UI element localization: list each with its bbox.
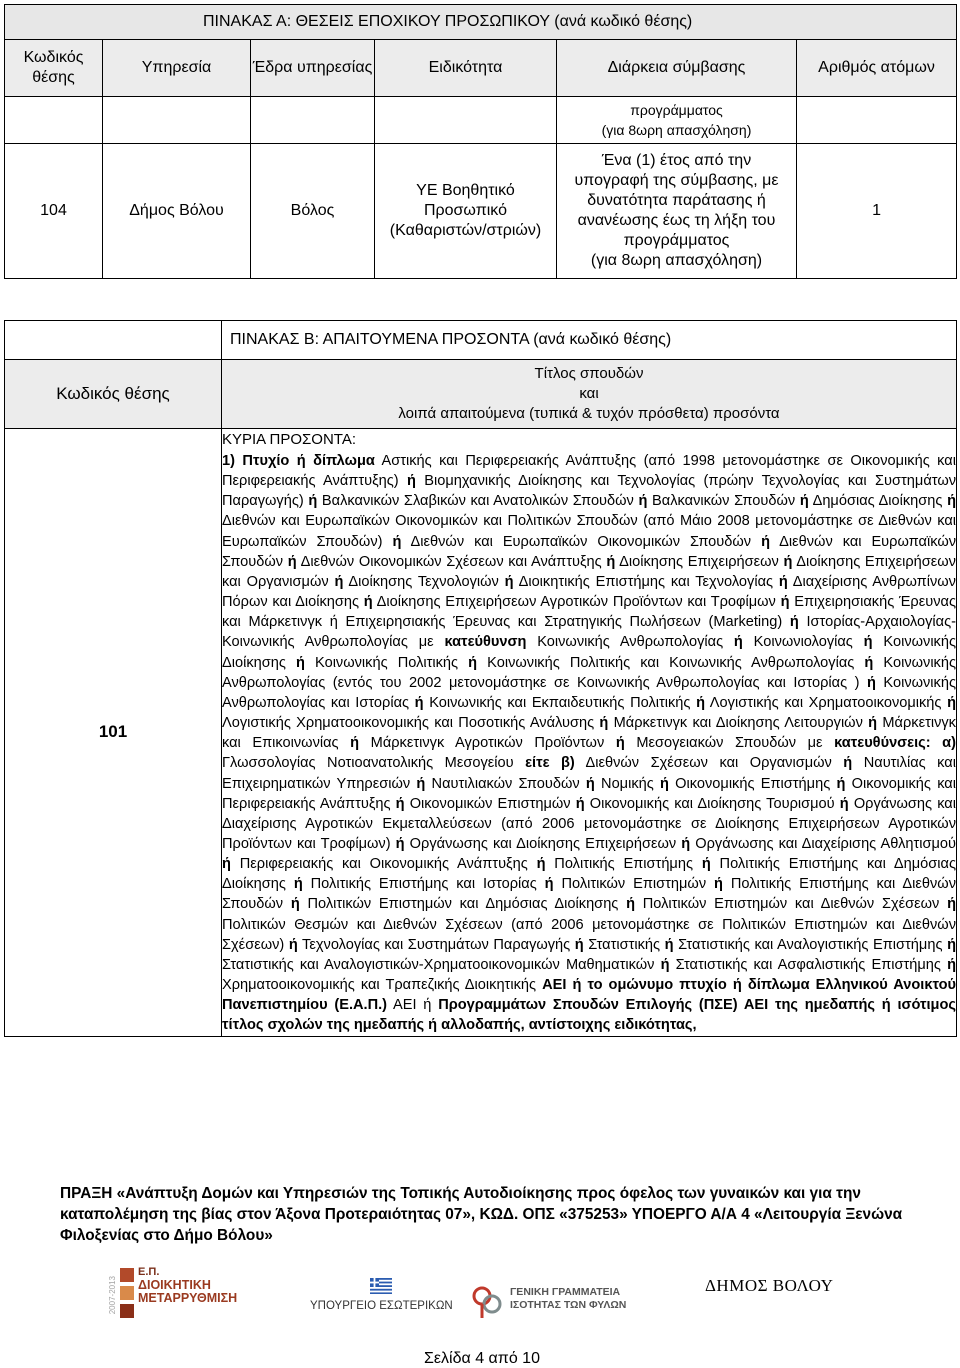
table-b-title: ΠΙΝΑΚΑΣ Β: ΑΠΑΙΤΟΥΜΕΝΑ ΠΡΟΣΟΝΤΑ (ανά κωδικό θέσης) (222, 321, 957, 360)
ministry-logo (310, 1278, 453, 1312)
table-a-title: ΠΙΝΑΚΑΣ Α: ΘΕΣΕΙΣ ΕΠΟΧΙΚΟΥ ΠΡΟΣΩΠΙΚΟΥ (ανά κωδικό θέσης) (5, 5, 957, 40)
header-service: Υπηρεσία (103, 40, 251, 97)
qualification-code: 101 (5, 429, 222, 1037)
greek-flag-icon (370, 1278, 392, 1294)
duration-continuation (557, 97, 797, 144)
cell-seat: Βόλος (251, 144, 375, 279)
action-description: ΠΡΑΞΗ «Ανάπτυξη Δομών και Υπηρεσιών της Τοπικής Αυτοδιοίκησης προς όφελος των γυναικών και για την καταπολέμηση της βίας στον Άξονα Προτεραιότητας 07», ΚΩΔ. ΟΠΣ «375253» ΥΠΟΕΡΓΟ Α/Α 4 «Λειτουργία Ξενώνα Φιλοξενίας στο Δήμο Βόλου» (60, 1185, 903, 1244)
cell-persons: 1 (797, 144, 957, 279)
gender-equality-line-2: ΙΣΟΤΗΤΑΣ ΤΩΝ ΦΥΛΩΝ (510, 1299, 627, 1311)
municipality-name: ΔΗΜΟΣ ΒΟΛΟΥ (705, 1276, 834, 1295)
table-b-header-row (5, 360, 957, 429)
positions-table (4, 4, 957, 279)
cell-code: 104 (5, 144, 103, 279)
ep-logo-line-3: ΜΕΤΑΡΡΥΘΜΙΣΗ (138, 1291, 238, 1305)
header-code: Κωδικός θέσης (5, 40, 103, 97)
table-b-header-code: Κωδικός θέσης (5, 360, 222, 429)
ep-logo (108, 1258, 238, 1344)
ep-logo-line-2: ΔΙΟΙΚΗΤΙΚΗ (138, 1278, 211, 1292)
table-row (5, 144, 957, 279)
table-a-header-row (5, 40, 957, 97)
page-number: Σελίδα 4 από 10 (424, 1350, 540, 1367)
qualification-text: ΚΥΡΙΑ ΠΡΟΣΟΝΤΑ: 1) Πτυχίο ή δίπλωμα Αστικής και Περιφερειακής Ανάπτυξης (από 1998 μετονομάστηκε σε Οικονομικής και Περιφερειακής Ανάπτυξης) ή Βιομηχανικής Διοίκησης και Τεχνολογίας (πρώην Τεχνολογίας και Συστημάτων Παραγωγής) ή Βαλκανικών Σλαβικών και Ανατολικών Σπουδών ή Βαλκανικών Σπουδών ή Δημόσιας Διοίκησης ή Διεθνών και Ευρωπαϊκών Οικονομικών και Πολιτικών Σπουδών (από Μάιο 2008 μετονομάστηκε σε Διεθνών και Ευρωπαϊκών Σπουδών) ή Διεθνών και Ευρωπαϊκών Οικονομικών Σπουδών ή Διεθνών και Ευρωπαϊκών Σπουδών ή Διεθνών Οικονομικών Σχέσεων και Ανάπτυξης ή Διοίκησης Επιχειρήσεων ή Διοίκησης Επιχειρήσεων και Οργανισμών ή Διοίκησης Τεχνολογιών ή Διοικητικής Επιστήμης και Τεχνολογίας ή Διαχείρισης Ανθρωπίνων Πόρων και Διοίκησης ή Διοίκησης Επιχειρήσεων Αγροτικών Προϊόντων και Τροφίμων ή Επιχειρησιακής Έρευνας και Μάρκετινγκ ή Επιχειρησιακής Έρευνας και Στρατηγικής Πωλήσεων (Marketing) ή Ιστορίας-Αρχαιολογίας- Κοινωνικής Ανθρωπολογίας με κατεύθυνση Κοινωνικής Ανθρωπολογίας ή Κοινωνιολογίας ή Κοινωνικής Διοίκησης ή Κοινωνικής Πολιτικής ή Κοινωνικής Πολιτικής και Κοινωνικής Ανθρωπολογίας ή Κοινωνικής Ανθρωπολογίας (εντός του 2002 μετονομάστηκε σε Κοινωνικής Ανθρωπολογίας και Ιστορίας ) ή Κοινωνικής Ανθρωπολογίας και Ιστορίας ή Κοινωνικής και Εκπαιδευτικής Πολιτικής ή Λογιστικής και Χρηματοοικονομικής ή Λογιστικής Χρηματοοικονομικής και Ποσοτικής Ανάλυσης ή Μάρκετινγκ και Διοίκησης Λειτουργιών ή Μάρκετινγκ και Επικοινωνίας ή Μάρκετινγκ Αγροτικών Προϊόντων ή Μεσογειακών Σπουδών με κατευθύνσεις: α) Γλωσσολογίας Νοτιοανατολικής Μεσογείου είτε β) Διεθνών Σχέσεων και Οργανισμών ή Ναυτιλίας και Επιχειρηματικών Υπηρεσιών ή Ναυτιλιακών Σπουδών ή Νομικής ή Οικονομικής Επιστήμης ή Οικονομικής και Περιφερειακής Ανάπτυξης ή Οικονομικών Επιστημών ή Οικονομικής και Διοίκησης Τουρισμού ή Οργάνωσης και Διαχείρισης Αγροτικών Εκμεταλλεύσεων (από 2006 μετονομάστηκε σε Διοίκησης Επιχειρήσεων Αγροτικών Προϊόντων και Τροφίμων) ή Οργάνωσης και Διοίκησης Επιχειρήσεων ή Οργάνωσης και Διαχείρισης Αθλητισμού ή Περιφερειακής και Οικονομικής Ανάπτυξης ή Πολιτικής Επιστήμης ή Πολιτικής Επιστήμης και Δημόσιας Διοίκησης ή Πολιτικής Επιστήμης και Ιστορίας ή Πολιτικών Επιστημών ή Πολιτικής Επιστήμης και Διεθνών Σπουδών ή Πολιτικών Επιστημών και Δημόσιας Διοίκησης ή Πολιτικών Επιστημών και Διεθνών Σχέσεων ή Πολιτικών Θεσμών και Διεθνών Σχέσεων (από 2006 μετονομάστηκε σε Πολιτικών Επιστημών και Διεθνών Σχέσεων) ή Τεχνολογίας και Συστημάτων Παραγωγής ή Στατιστικής ή Στατιστικής και Αναλογιστικής Επιστήμης ή Στατιστικής και Αναλογιστικών-Χρηματοοικονομικών Μαθηματικών ή Στατιστικής και Ασφαλιστικής Επιστήμης ή Χρηματοοικονομικής και Τραπεζικής Διοικητικής ΑΕΙ ή το ομώνυμο πτυχίο ή δίπλωμα Ελληνικού Ανοικτού Πανεπιστημίου (Ε.Α.Π.) ΑΕΙ ή Προγραμμάτων Σπουδών Επιλογής (ΠΣΕ) ΑΕΙ της ημεδαπής ή ισότιμος τίτλος σχολών της ημεδαπής ή αλλοδαπής, αντίστοιχης ειδικότητας, (222, 429, 957, 1037)
header-seat: Έδρα υπηρεσίας (251, 40, 375, 97)
ep-mark-icon (108, 1264, 136, 1324)
continuation-line-1: προγράμματος (630, 102, 723, 118)
cell-specialty: ΥΕ Βοηθητικό Προσωπικό (Καθαριστών/στριών) (375, 144, 557, 279)
table-b-title-row (5, 321, 957, 360)
table-row (5, 429, 957, 1037)
ep-logo-years: 2007-2013 (108, 1276, 117, 1315)
table-a-title-row (5, 5, 957, 40)
header-persons: Αριθμός ατόμων (797, 40, 957, 97)
qualifications-table (4, 320, 957, 1037)
header-duration: Διάρκεια σύμβασης (557, 40, 797, 97)
cell-duration: Ένα (1) έτος από την υπογραφή της σύμβασης, με δυνατότητα παράτασης ή ανανέωσης έως τη λήξη του προγράμματος (για 8ωρη απασχόληση) (557, 144, 797, 279)
table-b-header-title: Τίτλος σπουδών και λοιπά απαιτούμενα (τυπικά & τυχόν πρόσθετα) προσόντα (222, 360, 957, 429)
table-row-continuation (5, 97, 957, 144)
ep-logo-line-1: Ε.Π. (138, 1266, 160, 1278)
gender-equality-line-1: ΓΕΝΙΚΗ ΓΡΑΜΜΑΤΕΙΑ (510, 1286, 621, 1298)
cell-service: Δήμος Βόλου (103, 144, 251, 279)
gender-equality-icon (470, 1282, 504, 1322)
header-specialty: Ειδικότητα (375, 40, 557, 97)
logo-strip (0, 1258, 960, 1348)
main-qualifications-label: ΚΥΡΙΑ ΠΡΟΣΟΝΤΑ: (222, 431, 357, 448)
continuation-line-2: (για 8ωρη απασχόληση) (601, 122, 752, 138)
ministry-name: ΥΠΟΥΡΓΕΙΟ ΕΣΩΤΕΡΙΚΩΝ (310, 1300, 453, 1312)
